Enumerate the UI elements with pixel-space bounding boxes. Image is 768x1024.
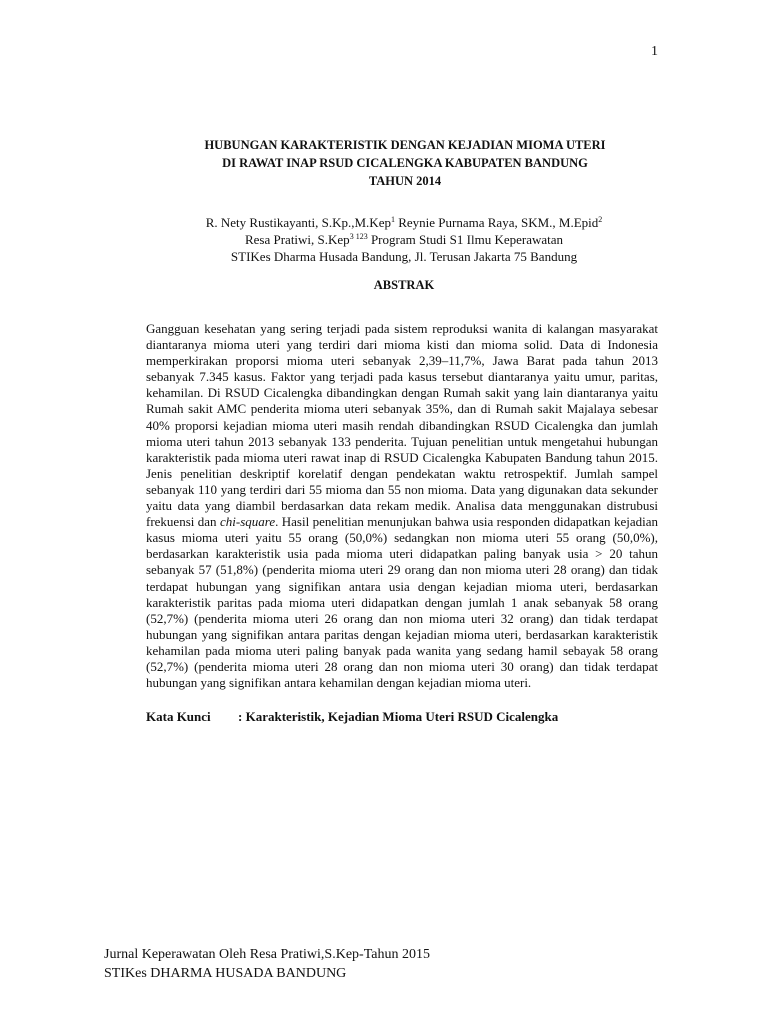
author-affiliation-institution: STIKes Dharma Husada Bandung, Jl. Terusan Jakarta 75 Bandung xyxy=(230,249,578,264)
paper-title xyxy=(0,136,768,190)
keywords xyxy=(146,709,658,725)
page-number: 1 xyxy=(651,44,658,59)
author-name-2: Reynie Purnama Raya, SKM., M.Epid xyxy=(394,215,599,230)
abstract-heading: ABSTRAK xyxy=(373,278,435,292)
author-name-1: R. Nety Rustikayanti, S.Kp.,M.Kep xyxy=(205,215,391,230)
title-line-3: TAHUN 2014 xyxy=(368,174,442,188)
abstract-italic-term: chi-square xyxy=(219,514,276,530)
author-superscript-3: 3 123 xyxy=(349,232,368,241)
title-line-1: HUBUNGAN KARAKTERISTIK DENGAN KEJADIAN MIOMA UTERI xyxy=(204,138,606,152)
abstract-body xyxy=(146,321,658,691)
author-line-1 xyxy=(0,214,768,231)
page-footer xyxy=(104,945,430,983)
footer-institution-line: STIKes DHARMA HUSADA BANDUNG xyxy=(104,966,347,981)
author-superscript-2: 2 xyxy=(598,215,603,224)
author-name-3: Resa Pratiwi, S.Kep xyxy=(244,232,350,247)
author-line-2 xyxy=(0,231,768,248)
title-line-2: DI RAWAT INAP RSUD CICALENGKA KABUPATEN BANDUNG xyxy=(222,156,588,170)
keywords-label: Kata Kunci xyxy=(146,709,211,724)
footer-journal-line: Jurnal Keperawatan Oleh Resa Pratiwi,S.Kep-Tahun 2015 xyxy=(104,947,430,962)
author-affiliation-program: Program Studi S1 Ilmu Keperawatan xyxy=(367,232,564,247)
author-superscript-1: 1 xyxy=(390,215,395,224)
abstract-text-part-2: . Hasil penelitian menunjukan bahwa usia responden didapatkan kejadian kasus mioma uteri yaitu 55 orang (50,0%) sedangkan non mioma uteri 55 orang (50,0%), berdasarkan karakteristik usia pada mioma uteri didapatkan paling banyak usia > 20 tahun sebanyak 57 (51,8%) (penderita mioma uteri 29 orang dan non mioma uteri 28 orang) dan tidak terdapat hubungan yang signifikan antara usia dengan kejadian mioma uteri, berdasarkan karakteristik paritas pada mioma uteri didapatkan dengan jumlah 1 anak sebanyak 58 orang (52,7%) (penderita mioma uteri 26 orang dan non mioma uteri 32 orang) dan tidak terdapat hubungan yang signifikan antara paritas dengan kejadian mioma uteri, berdasarkan karakteristik kehamilan pada mioma uteri paling banyak pada wanita yang sedang hamil sebayak 58 orang (52,7%) (penderita mioma uteri 28 orang dan non mioma uteri 30 orang) dan tidak terdapat hubungan yang signifikan antara kehamilan dengan kejadian mioma uteri. xyxy=(146,514,659,691)
author-block xyxy=(0,214,768,265)
keywords-value: : Karakteristik, Kejadian Mioma Uteri RSUD Cicalengka xyxy=(238,709,559,724)
abstract-text-part-1: Gangguan kesehatan yang sering terjadi pada sistem reproduksi wanita di kalangan masyarakat diantaranya mioma uteri yang terdiri dari mioma kisti dan mioma solid. Data di Indonesia memperkirakan proporsi mioma uteri sebanyak 2,39–11,7%, Jawa Barat pada tahun 2013 sebanyak 7.345 kasus. Faktor yang terjadi pada kasus tersebut diantaranya yaitu umur, paritas, kehamilan. Di RSUD Cicalengka dibandingkan dengan Rumah sakit yang lain diantaranya yaitu Rumah sakit AMC penderita mioma uteri sebanyak 35%, dan di Rumah sakit Majalaya sebesar 40% proporsi kejadian mioma uteri masih rendah dibandingkan RSUD Cicalengka dan jumlah mioma uteri tahun 2013 sebanyak 133 penderita. Tujuan penelitian untuk mengetahui hubungan karakteristik pada mioma uteri rawat inap di RSUD Cicalengka Kabupaten Bandung tahun 2015. Jenis penelitian deskriptif korelatif dengan pendekatan waktu retrospektif. Jumlah sampel sebanyak 110 yang terdiri dari 55 mioma dan 55 non mioma. Data yang digunakan data sekunder yaitu data yang diambil berdasarkan data rekam medik. Analisa data menggunakan distrubusi frekuensi dan xyxy=(146,321,658,530)
